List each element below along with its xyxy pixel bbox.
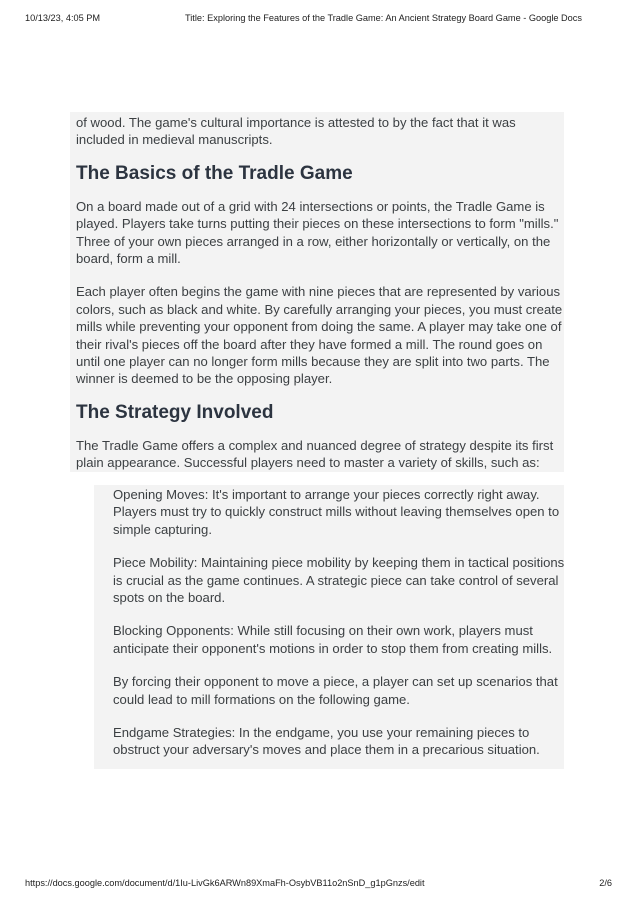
document-body: [76, 112, 564, 472]
basics-paragraph-1: On a board made out of a grid with 24 intersections or points, the Tradle Game is played. Players take turns putting their pieces on these intersections to form "mills." Three of your own pieces arranged in a row, either horizontally or vertically, on the board, form a mill.: [76, 198, 559, 267]
doc-url: https://docs.google.com/document/d/1Iu-LivGk6ARWn89XmaFh-OsybVB11o2nSnD_g1pGnzs/edit: [25, 878, 425, 888]
print-footer: [0, 878, 638, 892]
strategy-intro: The Tradle Game offers a complex and nuanced degree of strategy despite its first plain appearance. Successful players need to master a variety of skills, such as:: [76, 437, 554, 471]
print-doc-title: Title: Exploring the Features of the Tradle Game: An Ancient Strategy Board Game - Google Docs: [185, 13, 582, 23]
heading-basics: The Basics of the Tradle Game: [76, 162, 353, 184]
list-item: Blocking Opponents: While still focusing on their own work, players must anticipate their opponent's motions in order to stop them from creating mills.: [113, 623, 553, 656]
print-header: [0, 13, 638, 27]
heading-strategy: The Strategy Involved: [76, 401, 274, 423]
strategy-list: [113, 486, 565, 775]
list-item: By forcing their opponent to move a piece, a player can set up scenarios that could lead to mill formations on the following game.: [113, 674, 558, 707]
intro-fragment: of wood. The game's cultural importance is attested to by the fact that it was included in medieval manuscripts.: [76, 115, 516, 148]
basics-paragraph-2: Each player often begins the game with nine pieces that are represented by various colors, such as black and white. By carefully arranging your pieces, you must create mills while preventing your opponent from doing the same. A player may take one of their rival's pieces off the board after they have formed a mill. The round goes on until one player can no longer form mills because they are split into two parts. The winner is deemed to be the opposing player.: [76, 284, 563, 387]
list-item: Piece Mobility: Maintaining piece mobility by keeping them in tactical positions is crucial as the game continues. A strategic piece can take control of several spots on the board.: [113, 555, 565, 606]
list-item: Endgame Strategies: In the endgame, you use your remaining pieces to obstruct your adversary's moves and place them in a precarious situation.: [113, 725, 540, 758]
list-item: Opening Moves: It's important to arrange your pieces correctly right away. Players must try to quickly construct mills without leaving themselves open to simple capturing.: [113, 487, 560, 537]
page-indicator: 2/6: [599, 878, 612, 888]
print-datetime: 10/13/23, 4:05 PM: [25, 13, 101, 23]
